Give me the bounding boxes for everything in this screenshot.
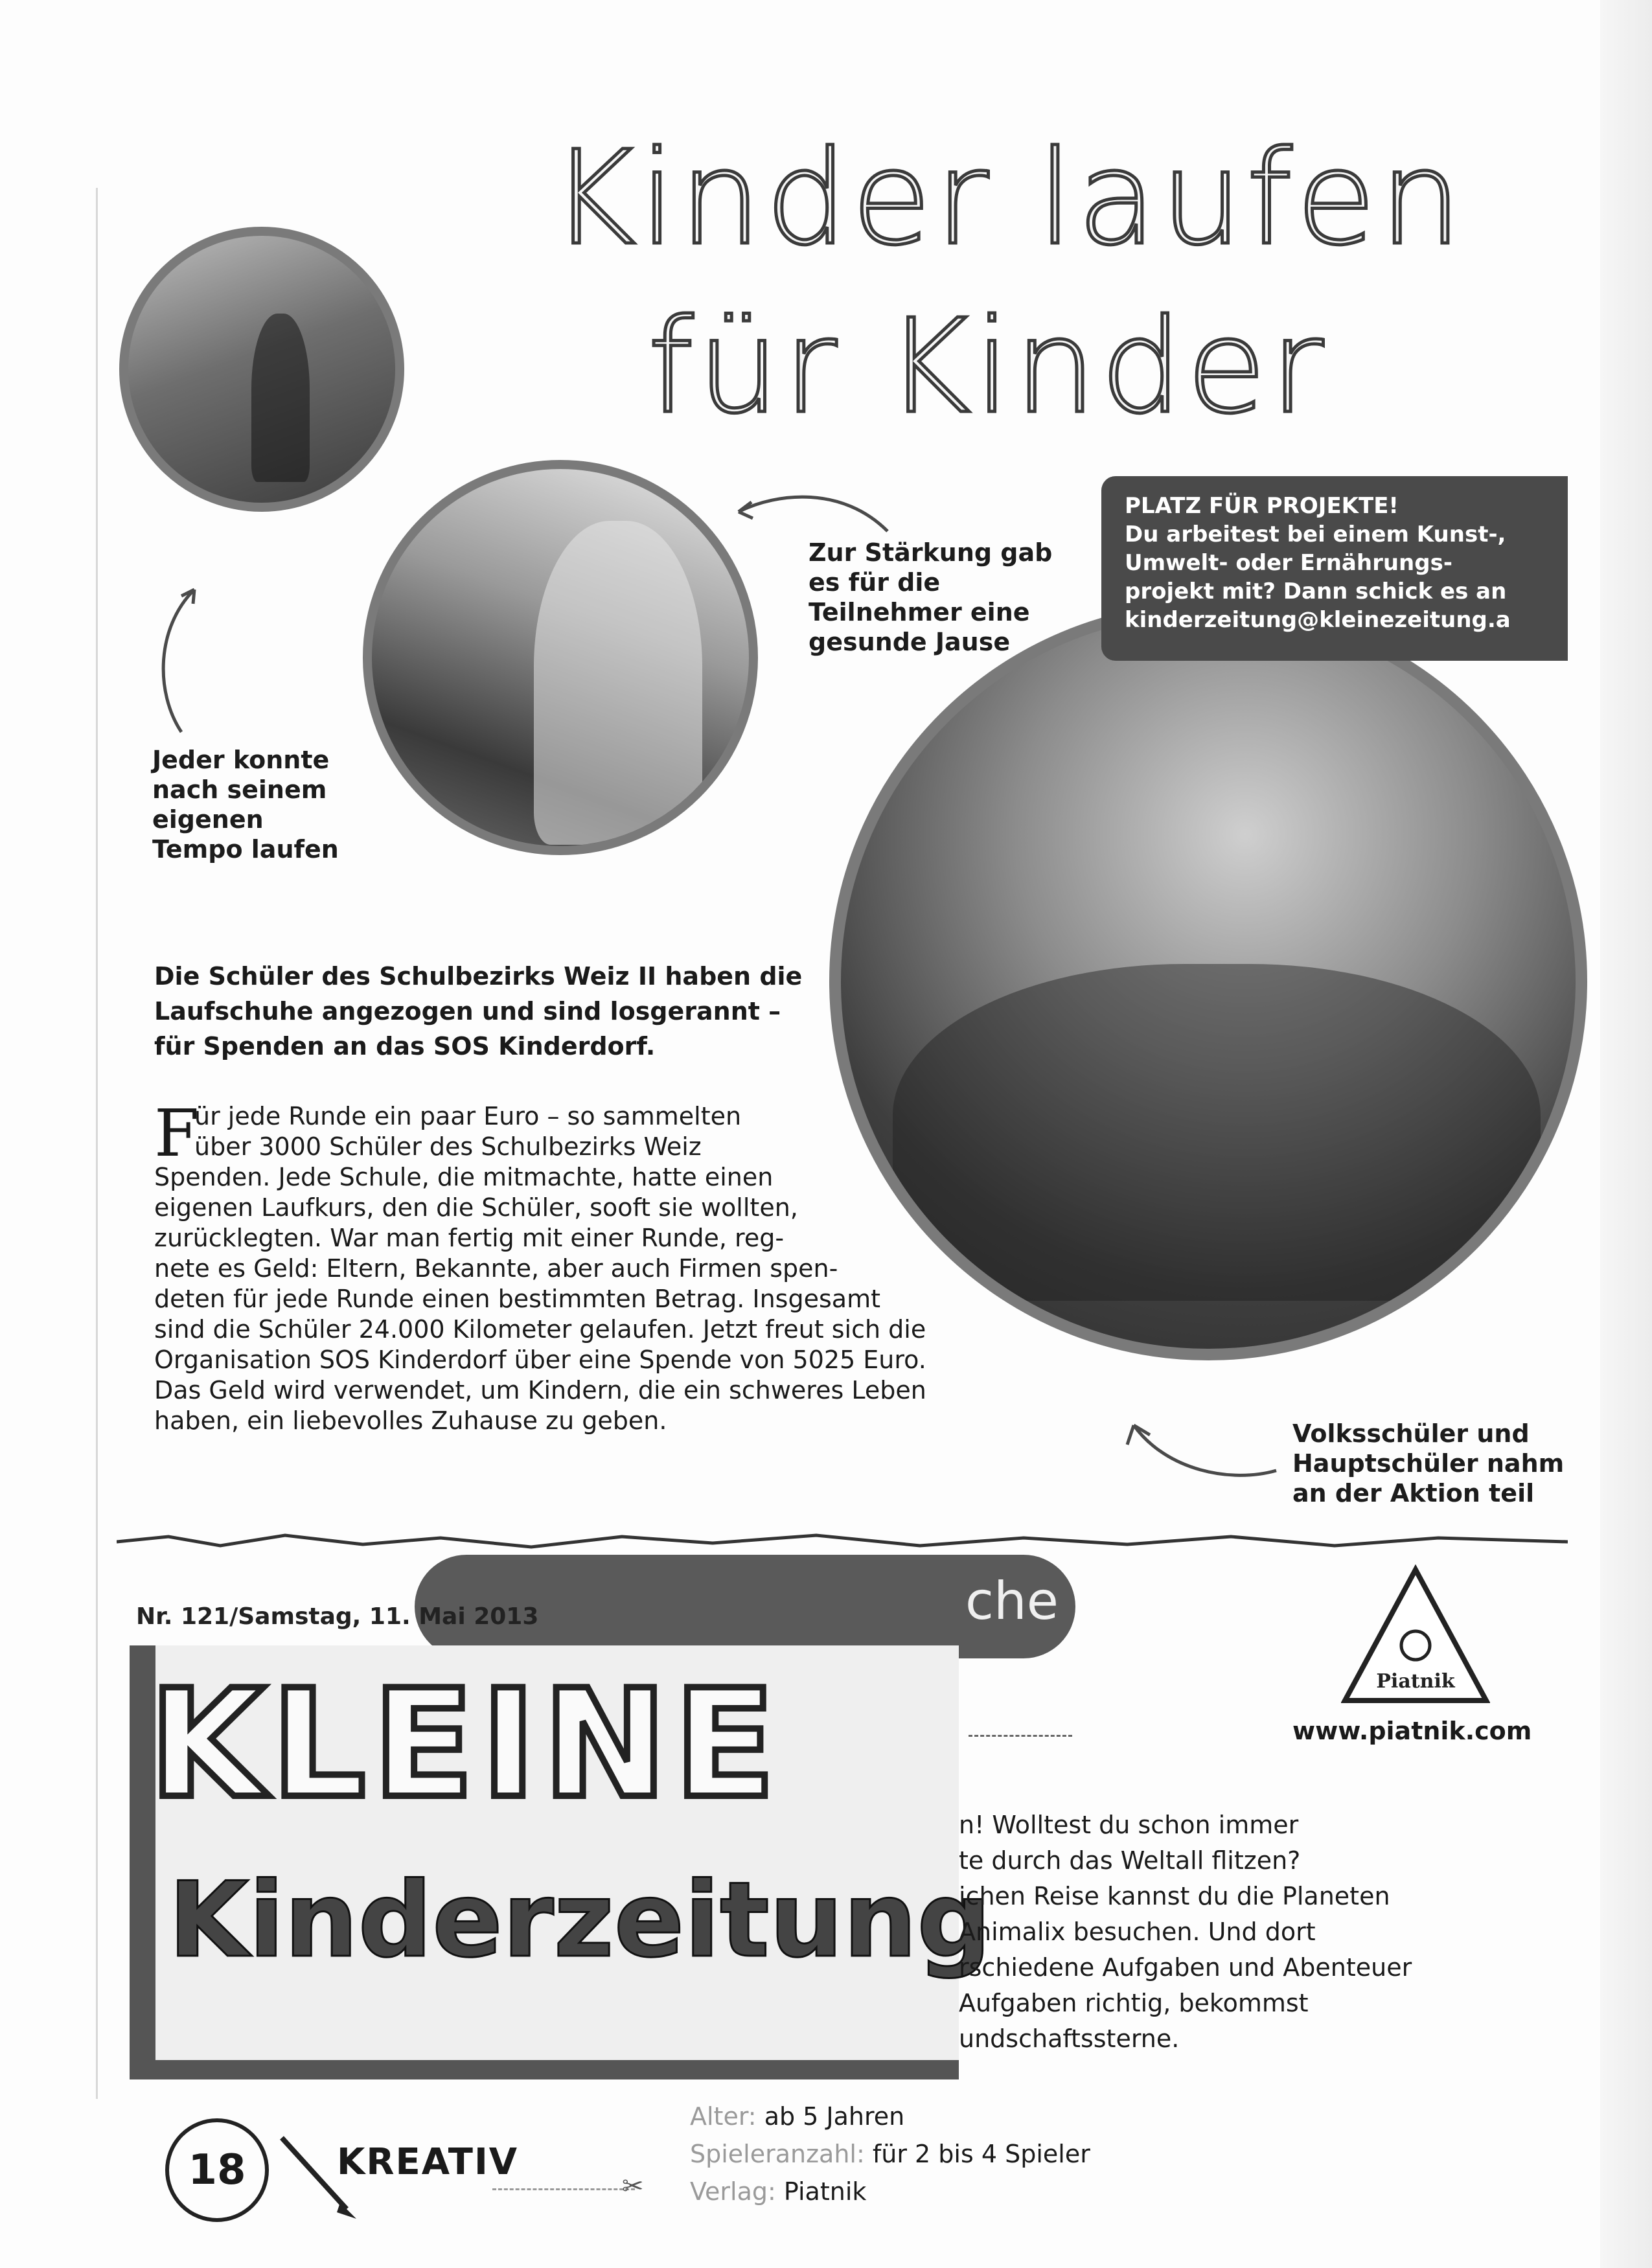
arrow-icon [143, 577, 220, 739]
meta-label: Verlag: [690, 2177, 776, 2206]
body-line: haben, ein liebevolles Zuhause zu geben. [154, 1406, 667, 1435]
meta-value: für 2 bis 4 Spieler [872, 2140, 1090, 2168]
caption-volksschueler [1292, 1419, 1597, 1508]
game-line: Animalix besuchen. Und dort [959, 1918, 1316, 1946]
masthead-kinderzeitung: Kinderzeitung [168, 1859, 991, 1980]
article-title-line1: Kinder laufen [551, 123, 1466, 274]
game-line: ichen Reise kannst du die Planeten [959, 1882, 1390, 1910]
section-label: KREATIV [337, 2141, 519, 2183]
game-line: n! Wolltest du schon immer [959, 1811, 1299, 1839]
body-line: Spenden. Jede Schule, die mitmachte, hatte einen [154, 1163, 774, 1191]
caption-line: Hauptschüler nahm [1292, 1449, 1565, 1478]
body-line: nete es Geld: Eltern, Bekannte, aber auch Firmen spen- [154, 1254, 838, 1283]
article-lead: Die Schüler des Schulbezirks Weiz II haben die Laufschuhe angezogen und sind losgerannt – für Spenden an das SOS Kinderdorf. [154, 962, 803, 1060]
banner-fragment: che [965, 1571, 1059, 1631]
body-line: über 3000 Schüler des Schulbezirks Weiz [194, 1132, 702, 1161]
projekt-box-line: Umwelt- oder Ernährungs- [1125, 550, 1452, 576]
projekt-box-line: projekt mit? Dann schick es an [1125, 578, 1507, 604]
masthead-kleine: KLEINE [149, 1658, 783, 1831]
meta-label: Alter: [690, 2102, 757, 2131]
arrow-icon [1101, 1399, 1283, 1490]
body-line: ür jede Runde ein paar Euro – so sammelten [194, 1102, 742, 1130]
game-line: te durch das Weltall flitzen? [959, 1846, 1301, 1875]
scan-shadow [1600, 0, 1652, 2268]
game-meta [690, 2098, 1090, 2210]
photo-girl-eating-apple [363, 460, 758, 855]
page-number: 18 [165, 2118, 269, 2222]
article-title-line2: für Kinder [648, 292, 1327, 442]
piatnik-logo [1341, 1564, 1490, 1707]
piatnik-logo-text: Piatnik [1376, 1670, 1455, 1693]
caption-jause: Zur Stärkung gab es für die Teilnehmer eine gesunde Jause [809, 538, 1053, 656]
body-line: zurücklegten. War man fertig mit einer Runde, reg- [154, 1224, 785, 1252]
caption-line: Volksschüler und [1292, 1419, 1530, 1448]
body-line: eigenen Laufkurs, den die Schüler, sooft sie wollten, [154, 1193, 798, 1222]
body-line: sind die Schüler 24.000 Kilometer gelaufen. Jetzt freut sich die [154, 1315, 926, 1344]
article-body [154, 1095, 964, 1436]
dropcap: F [154, 1095, 200, 1171]
arrow-icon [726, 473, 894, 544]
game-line: undschaftssterne. [959, 2024, 1180, 2053]
body-line: Das Geld wird verwendet, um Kindern, die ein schweres Leben [154, 1376, 926, 1404]
caption-line: an der Aktion teil [1292, 1479, 1535, 1507]
body-line: Organisation SOS Kinderdorf über eine Spende von 5025 Euro. [154, 1346, 926, 1374]
cut-line [492, 2188, 635, 2190]
scissors-icon: ✂ [622, 2171, 644, 2201]
issue-date: Nr. 121/Samstag, 11. Mai 2013 [136, 1603, 539, 1630]
caption-tempo: Jeder konnte nach seinem eigenen Tempo laufen [152, 746, 339, 864]
margin-rule [96, 188, 98, 2099]
torn-edge-divider [117, 1529, 1568, 1555]
dashed-rule [969, 1735, 1072, 1737]
game-description [959, 1807, 1542, 2057]
photo-girl-with-walker [119, 227, 404, 512]
projekt-box-line: Du arbeitest bei einem Kunst-, [1125, 521, 1506, 547]
projekt-box-line: PLATZ FÜR PROJEKTE! [1125, 493, 1399, 519]
meta-value: Piatnik [783, 2177, 867, 2206]
body-line: deten für jede Runde einen bestimmten Betrag. Insgesamt [154, 1285, 880, 1313]
meta-label: Spieleranzahl: [690, 2140, 865, 2168]
masthead-border [130, 2060, 959, 2079]
projekt-info-box [1101, 476, 1568, 661]
game-line: Aufgaben richtig, bekommst [959, 1989, 1309, 2017]
meta-value: ab 5 Jahren [764, 2102, 905, 2131]
projekt-box-email: kinderzeitung@kleinezeitung.a [1125, 607, 1511, 633]
piatnik-url: www.piatnik.com [1292, 1717, 1532, 1745]
game-line: rschiedene Aufgaben und Abenteuer [959, 1953, 1412, 1982]
